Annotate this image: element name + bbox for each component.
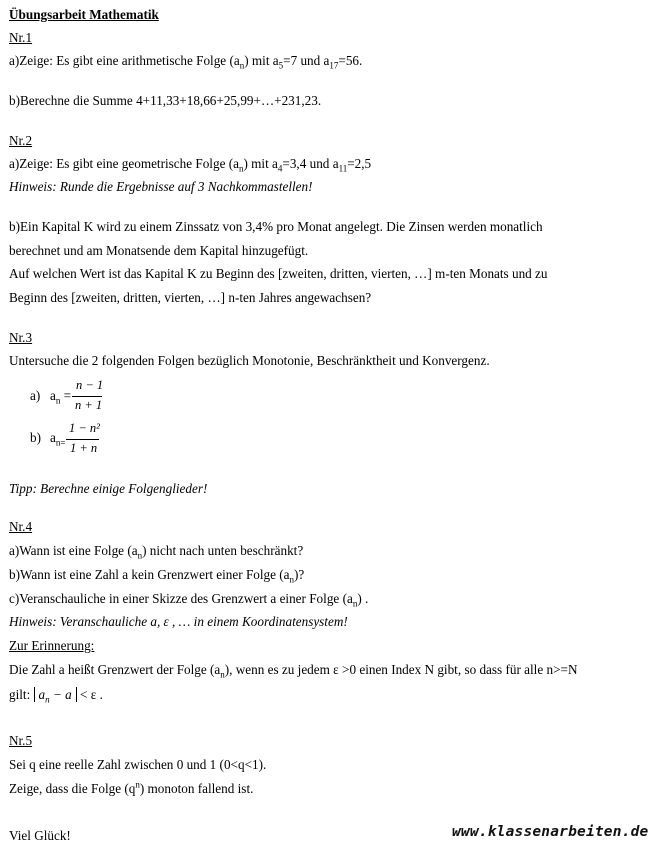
sequence-b-label: b) bbox=[30, 430, 41, 445]
absolute-value: $a_n - a$ bbox=[34, 687, 77, 702]
task-5-line-1: Sei q eine reelle Zahl zwischen 0 und 1 (0<q<1). bbox=[9, 757, 267, 772]
sequence-a-label: a) bbox=[30, 388, 41, 403]
sequence-b-lhs: $a_{n=}$ bbox=[50, 430, 66, 448]
section-heading-nr3: Nr.3 bbox=[9, 330, 33, 345]
section-heading-nr2: Nr.2 bbox=[9, 133, 33, 148]
task-5-line-2: Zeige, dass die Folge $(q^n)$ monoton fallend ist. bbox=[9, 779, 254, 796]
sequence-b-numerator: 1 − n² bbox=[69, 421, 100, 435]
task-4c: c)Veranschauliche in einer Skizze des Grenzwert a einer Folge $(a_n)$ . bbox=[9, 591, 369, 609]
section-heading-nr4: Nr.4 bbox=[9, 519, 33, 534]
sequence-a-numerator: n − 1 bbox=[76, 378, 104, 392]
page-title: Übungsarbeit Mathematik bbox=[9, 7, 159, 22]
task-2b-line-3: Auf welchen Wert ist das Kapital K zu Beginn des [zweiten, dritten, vierten, …] m-ten Monats und zu bbox=[9, 266, 548, 281]
fraction-bar bbox=[72, 396, 102, 397]
limit-inequality: gilt: $a_n - a < \varepsilon$ . bbox=[9, 687, 103, 705]
sequence-a-lhs: $a_n$ = bbox=[50, 388, 72, 406]
task-1a: a)Zeige: Es gibt eine arithmetische Folge $(a_n)$ mit $a_5=7$ und $a_{17}=56$. bbox=[9, 53, 363, 71]
fraction-bar bbox=[66, 439, 99, 440]
task-2b-line-2: berechnet und am Monatsende dem Kapital hinzugefügt. bbox=[9, 243, 309, 258]
task-3-tip: Tipp: Berechne einige Folgenglieder! bbox=[9, 481, 208, 496]
task-4a: a)Wann ist eine Folge $(a_n)$ nicht nach unten beschränkt? bbox=[9, 543, 304, 561]
section-heading-nr1: Nr.1 bbox=[9, 30, 33, 45]
task-2a: a)Zeige: Es gibt eine geometrische Folge $(a_n)$ mit $a_4=3,4$ und $a_{11}=2,5$ bbox=[9, 156, 372, 174]
task-1b: b)Berechne die Summe 4+11,33+18,66+25,99+…+231,23. bbox=[9, 93, 322, 108]
closing-text: Viel Glück! bbox=[9, 828, 71, 843]
sequence-b-denominator: 1 + n bbox=[70, 441, 98, 455]
task-2b-line-4: Beginn des [zweiten, dritten, vierten, …] n-ten Jahres angewachsen? bbox=[9, 290, 372, 305]
task-2b-line-1: b)Ein Kapital K wird zu einem Zinssatz von 3,4% pro Monat angelegt. Die Zinsen werden monatlich bbox=[9, 219, 543, 234]
task-4b: b)Wann ist eine Zahl a kein Grenzwert einer Folge $(a_n)$? bbox=[9, 567, 305, 585]
task-2a-hint: Hinweis: Runde die Ergebnisse auf 3 Nachkommastellen! bbox=[9, 179, 313, 194]
site-logo: www.klassenarbeiten.de bbox=[452, 824, 648, 840]
task-3-intro: Untersuche die 2 folgenden Folgen bezüglich Monotonie, Beschränktheit und Konvergenz. bbox=[9, 353, 490, 368]
reminder-heading: Zur Erinnerung: bbox=[9, 638, 95, 653]
task-4-hint: Hinweis: Veranschauliche a, ε , … in einem Koordinatensystem! bbox=[9, 614, 348, 629]
limit-definition: Die Zahl a heißt Grenzwert der Folge $(a_n)$, wenn es zu jedem ε >0 einen Index N gibt, so dass für alle n>=N bbox=[9, 662, 578, 680]
sequence-a-denominator: n + 1 bbox=[75, 398, 103, 412]
section-heading-nr5: Nr.5 bbox=[9, 733, 33, 748]
